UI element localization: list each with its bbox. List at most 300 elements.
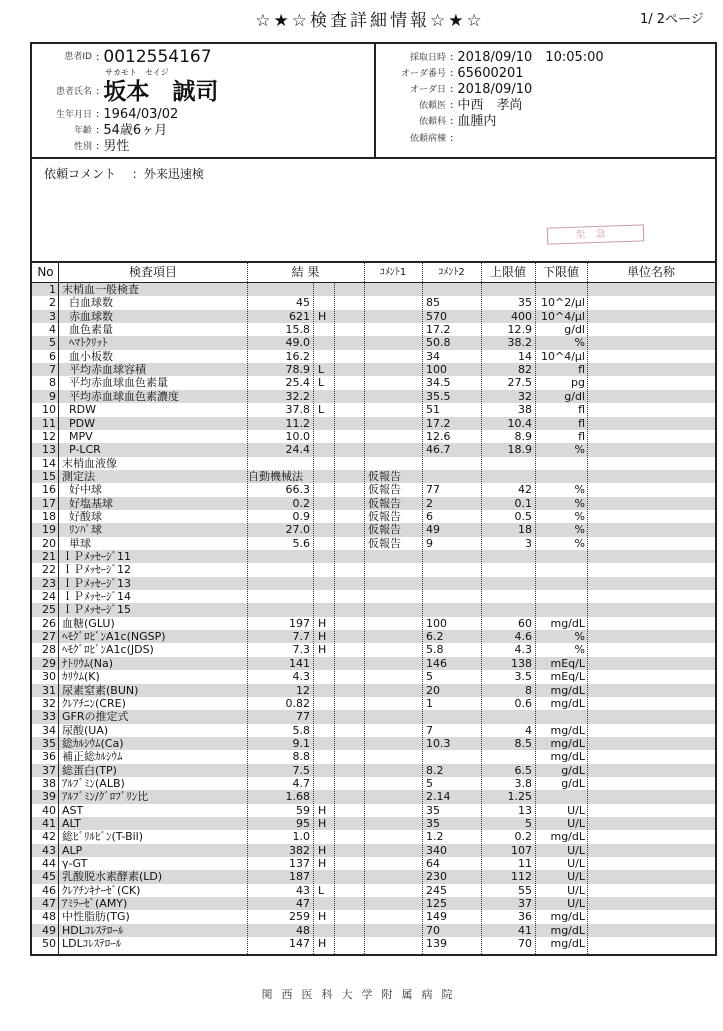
flag: L xyxy=(318,883,325,897)
table-row xyxy=(32,296,715,309)
table-row xyxy=(32,336,715,349)
result-value: 25.4 xyxy=(285,376,310,390)
item-name: ＩＰﾒｯｾｰｼﾞ11 xyxy=(62,550,131,563)
upper-limit: 1.25 xyxy=(507,790,532,804)
table-row xyxy=(32,790,715,803)
table-row xyxy=(32,670,715,683)
row-no: 34 xyxy=(42,723,56,737)
result-value: 5.8 xyxy=(292,723,310,737)
upper-limit: 138 xyxy=(511,656,532,670)
row-no: 6 xyxy=(49,349,56,363)
row-no: 19 xyxy=(42,523,56,537)
patient-id-label: 患者ID xyxy=(64,52,92,62)
result-value: 197 xyxy=(289,616,310,630)
result-value: 49.0 xyxy=(285,336,310,350)
lower-limit: pg xyxy=(571,376,585,390)
column-divider xyxy=(481,263,482,954)
item-name: MPV xyxy=(62,429,93,443)
comment2: 35.5 xyxy=(426,389,451,403)
header-item: 検査項目 xyxy=(128,265,177,279)
table-row xyxy=(32,483,715,496)
upper-limit: 5 xyxy=(525,817,532,830)
upper-limit: 60 xyxy=(518,616,532,630)
row-no: 22 xyxy=(42,563,56,577)
ward-label: 依頼病棟 xyxy=(409,134,446,144)
item-name: 尿酸(UA) xyxy=(62,723,109,737)
item-name: 乳酸脱水素酵素(LD) xyxy=(62,870,163,884)
lower-limit: mg/dL xyxy=(550,830,585,844)
row-no: 29 xyxy=(42,656,56,670)
comment2: 100 xyxy=(426,616,447,630)
upper-limit: 70 xyxy=(518,937,532,951)
item-name: 中性脂肪(TG) xyxy=(62,910,130,924)
comment2: 20 xyxy=(426,683,440,697)
comment2: 34 xyxy=(426,349,440,363)
item-name: GFRの推定式 xyxy=(62,710,129,724)
request-comment-box xyxy=(30,157,717,263)
table-row xyxy=(32,510,715,523)
table-row xyxy=(32,310,715,323)
upper-limit: 4.6 xyxy=(514,630,532,644)
comment2: 34.5 xyxy=(426,376,451,390)
order-date-field: オーダ日 : 2018/09/10 xyxy=(376,82,532,98)
comment2: 1.2 xyxy=(426,830,444,844)
item-name: 尿素窒素(BUN) xyxy=(62,683,139,697)
comment2: 5 xyxy=(426,670,433,684)
upper-limit: 8.9 xyxy=(514,429,532,443)
table-row xyxy=(32,724,715,737)
table-row xyxy=(32,497,715,510)
row-no: 38 xyxy=(42,776,56,790)
flag: H xyxy=(318,910,327,924)
upper-limit: 6.5 xyxy=(514,763,532,777)
row-no: 43 xyxy=(42,843,56,857)
column-divider xyxy=(247,263,248,954)
request-comment xyxy=(44,165,204,182)
comment2: 149 xyxy=(426,910,447,924)
comment2: 35 xyxy=(426,817,440,830)
row-no: 32 xyxy=(42,696,56,710)
row-no: 8 xyxy=(49,376,56,390)
doctor-field: 依頼医 : 中西 孝尚 xyxy=(376,98,522,114)
row-no: 3 xyxy=(49,309,56,323)
table-row xyxy=(32,697,715,710)
column-divider xyxy=(58,263,59,954)
upper-limit: 35 xyxy=(518,296,532,310)
doctor: 中西 孝尚 xyxy=(457,98,523,113)
result-value: 66.3 xyxy=(285,483,310,497)
result-value: 259 xyxy=(289,910,310,924)
comment2: 85 xyxy=(426,296,440,310)
flag: H xyxy=(318,817,327,830)
item-name: ＩＰﾒｯｾｰｼﾞ12 xyxy=(62,563,131,577)
table-row xyxy=(32,777,715,790)
table-row xyxy=(32,363,715,376)
result-value: 141 xyxy=(289,656,310,670)
table-row xyxy=(32,764,715,777)
row-no: 9 xyxy=(49,389,56,403)
row-no: 27 xyxy=(42,630,56,644)
item-name: γ-GT xyxy=(62,857,88,871)
item-name: HDLｺﾚｽﾃﾛｰﾙ xyxy=(62,923,124,937)
item-name: 単球 xyxy=(62,536,91,550)
row-no: 26 xyxy=(42,616,56,630)
item-name: 血糖(GLU) xyxy=(62,616,115,630)
result-value: 4.7 xyxy=(292,776,310,790)
lower-limit: U/L xyxy=(567,897,585,911)
comment1: 仮報告 xyxy=(368,483,401,497)
upper-limit: 14 xyxy=(518,349,532,363)
row-no: 1 xyxy=(49,283,56,296)
comment2: 5.8 xyxy=(426,643,444,657)
item-name: ｱﾙﾌﾞﾐﾝ(ALB) xyxy=(62,776,125,790)
sex: 男性 xyxy=(103,139,130,154)
item-name: 平均赤血球血色素濃度 xyxy=(62,389,179,403)
result-value: 147 xyxy=(289,937,310,951)
column-divider xyxy=(422,263,423,954)
collected: 2018/09/10 10:05:00 xyxy=(457,50,604,65)
table-row xyxy=(32,750,715,763)
flag: L xyxy=(318,376,325,390)
row-no: 14 xyxy=(42,456,56,470)
row-no: 24 xyxy=(42,590,56,604)
upper-limit: 18 xyxy=(518,523,532,537)
patient-name: 坂本 誠司 xyxy=(103,79,219,105)
upper-limit: 4.3 xyxy=(514,643,532,657)
flag: H xyxy=(318,937,327,951)
row-no: 13 xyxy=(42,443,56,457)
column-divider xyxy=(334,282,335,954)
ward-field: 依頼病棟 : xyxy=(376,131,457,147)
comment1: 仮報告 xyxy=(368,469,401,483)
result-value: 10.0 xyxy=(285,429,310,443)
lower-limit: mg/dL xyxy=(550,750,585,764)
comment1: 仮報告 xyxy=(368,536,401,550)
dob-label: 生年月日 xyxy=(55,110,92,120)
result-value: 0.9 xyxy=(292,509,310,523)
order-no-field: オーダ番号 : 65600201 xyxy=(376,66,524,82)
comment2: 8.2 xyxy=(426,763,444,777)
table-row xyxy=(32,417,715,430)
row-no: 44 xyxy=(42,857,56,871)
item-name: ＩＰﾒｯｾｰｼﾞ15 xyxy=(62,603,131,617)
comment2: 245 xyxy=(426,883,447,897)
lower-limit: fl xyxy=(578,416,585,430)
lower-limit: 10^4/μl xyxy=(541,349,585,363)
table-row xyxy=(32,684,715,697)
flag: H xyxy=(318,309,327,323)
item-name: 補正総ｶﾙｼｳﾑ xyxy=(62,750,123,764)
item-name: RDW xyxy=(62,403,96,417)
item-name: ﾍﾓｸﾞﾛﾋﾞﾝA1c(JDS) xyxy=(62,643,154,657)
table-row xyxy=(32,590,715,603)
age-field: 年齢 : 54歳6ヶ月 xyxy=(32,123,167,139)
comment2: 77 xyxy=(426,483,440,497)
header-lower: 下限値 xyxy=(542,265,579,279)
comment2: 6.2 xyxy=(426,630,444,644)
table-row xyxy=(32,403,715,416)
item-name: ｶﾘｳﾑ(K) xyxy=(62,670,100,684)
item-name: ﾘﾝﾊﾟ球 xyxy=(62,523,102,537)
lower-limit: % xyxy=(574,523,585,537)
comment2: 146 xyxy=(426,656,447,670)
upper-limit: 8 xyxy=(525,683,532,697)
result-value: 7.7 xyxy=(292,630,310,644)
comment2: 17.2 xyxy=(426,416,451,430)
table-row xyxy=(32,603,715,616)
row-no: 17 xyxy=(42,496,56,510)
result-value: 47 xyxy=(296,897,310,911)
upper-limit: 41 xyxy=(518,923,532,937)
item-name: ﾍﾓｸﾞﾛﾋﾞﾝA1c(NGSP) xyxy=(62,630,166,644)
upper-limit: 400 xyxy=(511,309,532,323)
lower-limit: 10^2/μl xyxy=(541,296,585,310)
item-name: ﾅﾄﾘｳﾑ(Na) xyxy=(62,656,114,670)
lower-limit: U/L xyxy=(567,817,585,830)
header-no: No xyxy=(37,265,54,279)
flag: H xyxy=(318,643,327,657)
result-value: 7.5 xyxy=(292,763,310,777)
comment2: 100 xyxy=(426,363,447,377)
upper-limit: 13 xyxy=(518,803,532,817)
result-value: 621 xyxy=(289,309,310,323)
result-value: 48 xyxy=(296,923,310,937)
comment1: 仮報告 xyxy=(368,509,401,523)
header-comment1: ｺﾒﾝﾄ1 xyxy=(379,267,407,278)
comment2: 5 xyxy=(426,776,433,790)
table-row xyxy=(32,710,715,723)
flag: H xyxy=(318,843,327,857)
row-no: 20 xyxy=(42,536,56,550)
comment2: 50.8 xyxy=(426,336,451,350)
upper-limit: 3.5 xyxy=(514,670,532,684)
row-no: 16 xyxy=(42,483,56,497)
upper-limit: 3.8 xyxy=(514,776,532,790)
table-row xyxy=(32,884,715,897)
header-result: 結 果 xyxy=(291,265,320,279)
column-divider xyxy=(364,263,365,954)
order-no: 65600201 xyxy=(457,66,524,81)
dob: 1964/03/02 xyxy=(103,107,179,122)
item-name: ｸﾚｱﾁﾆﾝ(CRE) xyxy=(62,696,126,710)
result-value: 11.2 xyxy=(285,416,310,430)
patient-kana xyxy=(105,68,169,78)
result-value: 59 xyxy=(296,803,310,817)
lower-limit: mEq/L xyxy=(550,656,585,670)
table-row xyxy=(32,457,715,470)
comment2: 35 xyxy=(426,803,440,817)
lower-limit: g/dL xyxy=(561,776,585,790)
lower-limit: fl xyxy=(578,429,585,443)
lower-limit: fl xyxy=(578,403,585,417)
flag: H xyxy=(318,803,327,817)
lower-limit: % xyxy=(574,483,585,497)
row-no: 30 xyxy=(42,670,56,684)
lower-limit: U/L xyxy=(567,803,585,817)
result-value: 382 xyxy=(289,843,310,857)
row-no: 4 xyxy=(49,323,56,337)
comment2: 6 xyxy=(426,509,433,523)
comment2: 12.6 xyxy=(426,429,451,443)
patient-id: 0012554167 xyxy=(103,47,212,67)
result-value: 4.3 xyxy=(292,670,310,684)
table-row xyxy=(32,870,715,883)
upper-limit: 0.2 xyxy=(514,830,532,844)
result-value: 12 xyxy=(296,683,310,697)
item-name: ＩＰﾒｯｾｰｼﾞ13 xyxy=(62,576,131,590)
flag: H xyxy=(318,630,327,644)
lower-limit: mEq/L xyxy=(550,670,585,684)
table-row xyxy=(32,630,715,643)
item-name: 平均赤血球容積 xyxy=(62,363,146,377)
item-name: 総ｶﾙｼｳﾑ(Ca) xyxy=(62,736,124,750)
comment2: 125 xyxy=(426,897,447,911)
dob-field: 生年月日 : 1964/03/02 xyxy=(32,107,178,123)
lower-limit: mg/dL xyxy=(550,937,585,951)
dept-label: 依頼科 xyxy=(418,117,446,127)
column-divider xyxy=(587,263,588,954)
row-no: 31 xyxy=(42,683,56,697)
comment2: 70 xyxy=(426,923,440,937)
result-value: 15.8 xyxy=(285,323,310,337)
header-comment2: ｺﾒﾝﾄ2 xyxy=(438,267,465,278)
table-row xyxy=(32,910,715,923)
result-value: 0.2 xyxy=(292,496,310,510)
collected-label: 採取日時 xyxy=(409,53,446,63)
lower-limit: % xyxy=(574,496,585,510)
age-label: 年齢 xyxy=(73,126,92,136)
lower-limit: mg/dL xyxy=(550,923,585,937)
lower-limit: % xyxy=(574,336,585,350)
row-no: 35 xyxy=(42,736,56,750)
table-row xyxy=(32,390,715,403)
lower-limit: U/L xyxy=(567,870,585,884)
result-value: 0.82 xyxy=(285,696,310,710)
lower-limit: mg/dL xyxy=(550,910,585,924)
column-divider xyxy=(535,263,536,954)
row-no: 11 xyxy=(42,416,56,430)
table-row xyxy=(32,804,715,817)
row-no: 25 xyxy=(42,603,56,617)
flag: L xyxy=(318,363,325,377)
patient-order-header xyxy=(30,42,717,159)
comment2: 570 xyxy=(426,309,447,323)
row-no: 5 xyxy=(49,336,56,350)
result-value: 9.1 xyxy=(292,736,310,750)
table-row xyxy=(32,937,715,950)
item-name: 平均赤血球血色素量 xyxy=(62,376,168,390)
table-row xyxy=(32,430,715,443)
comment2: 17.2 xyxy=(426,323,451,337)
row-no: 42 xyxy=(42,830,56,844)
order-date-label: オーダ日 xyxy=(409,85,446,95)
upper-limit: 38.2 xyxy=(507,336,532,350)
table-row xyxy=(32,376,715,389)
table-row xyxy=(32,737,715,750)
item-name: 測定法 xyxy=(62,469,95,483)
order-date: 2018/09/10 xyxy=(457,82,533,97)
page-indicator: 1/ 2ページ xyxy=(640,12,704,27)
lower-limit: % xyxy=(574,630,585,644)
row-no: 23 xyxy=(42,576,56,590)
row-no: 46 xyxy=(42,883,56,897)
result-value: 77 xyxy=(296,710,310,724)
urgent-stamp: 至急 xyxy=(547,224,645,244)
row-no: 33 xyxy=(42,710,56,724)
item-name: ｱﾙﾌﾞﾐﾝ/ｸﾞﾛﾌﾞﾘﾝ比 xyxy=(62,790,149,804)
table-row xyxy=(32,283,715,296)
result-value: 自動機械法 xyxy=(248,469,303,483)
result-value: 27.0 xyxy=(285,523,310,537)
item-name: 好中球 xyxy=(62,483,102,497)
comment2: 49 xyxy=(426,523,440,537)
table-row xyxy=(32,443,715,456)
item-name: 赤血球数 xyxy=(62,309,113,323)
upper-limit: 37 xyxy=(518,897,532,911)
flag: L xyxy=(318,403,325,417)
upper-limit: 36 xyxy=(518,910,532,924)
comment2: 139 xyxy=(426,937,447,951)
item-name: 末梢血一般検査 xyxy=(62,283,139,296)
table-row xyxy=(32,550,715,563)
result-value: 7.3 xyxy=(292,643,310,657)
comment2: 51 xyxy=(426,403,440,417)
item-name: 血色素量 xyxy=(62,323,113,337)
row-no: 2 xyxy=(49,296,56,310)
upper-limit: 10.4 xyxy=(507,416,532,430)
comment2: 2.14 xyxy=(426,790,451,804)
upper-limit: 12.9 xyxy=(507,323,532,337)
row-no: 47 xyxy=(42,897,56,911)
item-name: 白血球数 xyxy=(62,296,113,310)
result-value: 43 xyxy=(296,883,310,897)
collected-field: 採取日時 : 2018/09/10 10:05:00 xyxy=(376,50,604,66)
upper-limit: 38 xyxy=(518,403,532,417)
table-row xyxy=(32,844,715,857)
item-name: 総ﾋﾞﾘﾙﾋﾞﾝ(T-Bil) xyxy=(62,830,144,844)
comment2: 2 xyxy=(426,496,433,510)
upper-limit: 42 xyxy=(518,483,532,497)
upper-limit: 0.5 xyxy=(514,509,532,523)
result-value: 5.6 xyxy=(292,536,310,550)
table-row xyxy=(32,857,715,870)
item-name: ＩＰﾒｯｾｰｼﾞ14 xyxy=(62,590,131,604)
lower-limit: g/dl xyxy=(564,323,585,337)
doctor-label: 依頼医 xyxy=(418,101,446,111)
lower-limit: % xyxy=(574,443,585,457)
upper-limit: 32 xyxy=(518,389,532,403)
lower-limit: % xyxy=(574,509,585,523)
report-title: ☆★☆検査詳細情報☆★☆ xyxy=(255,11,485,31)
flag: H xyxy=(318,857,327,871)
table-row xyxy=(32,617,715,630)
item-name: ﾍﾏﾄｸﾘｯﾄ xyxy=(62,336,108,350)
table-row xyxy=(32,643,715,656)
column-divider xyxy=(313,282,314,954)
upper-limit: 11 xyxy=(518,857,532,871)
table-row xyxy=(32,817,715,830)
dept: 血腫内 xyxy=(457,114,497,129)
table-row xyxy=(32,537,715,550)
dept-field: 依頼科 : 血腫内 xyxy=(376,114,496,130)
patient-kana-text: サカモト セイジ xyxy=(105,68,169,77)
lower-limit: % xyxy=(574,643,585,657)
result-value: 78.9 xyxy=(285,363,310,377)
lower-limit: mg/dL xyxy=(550,736,585,750)
comment2: 340 xyxy=(426,843,447,857)
item-name: 末梢血液像 xyxy=(62,456,117,470)
row-no: 40 xyxy=(42,803,56,817)
